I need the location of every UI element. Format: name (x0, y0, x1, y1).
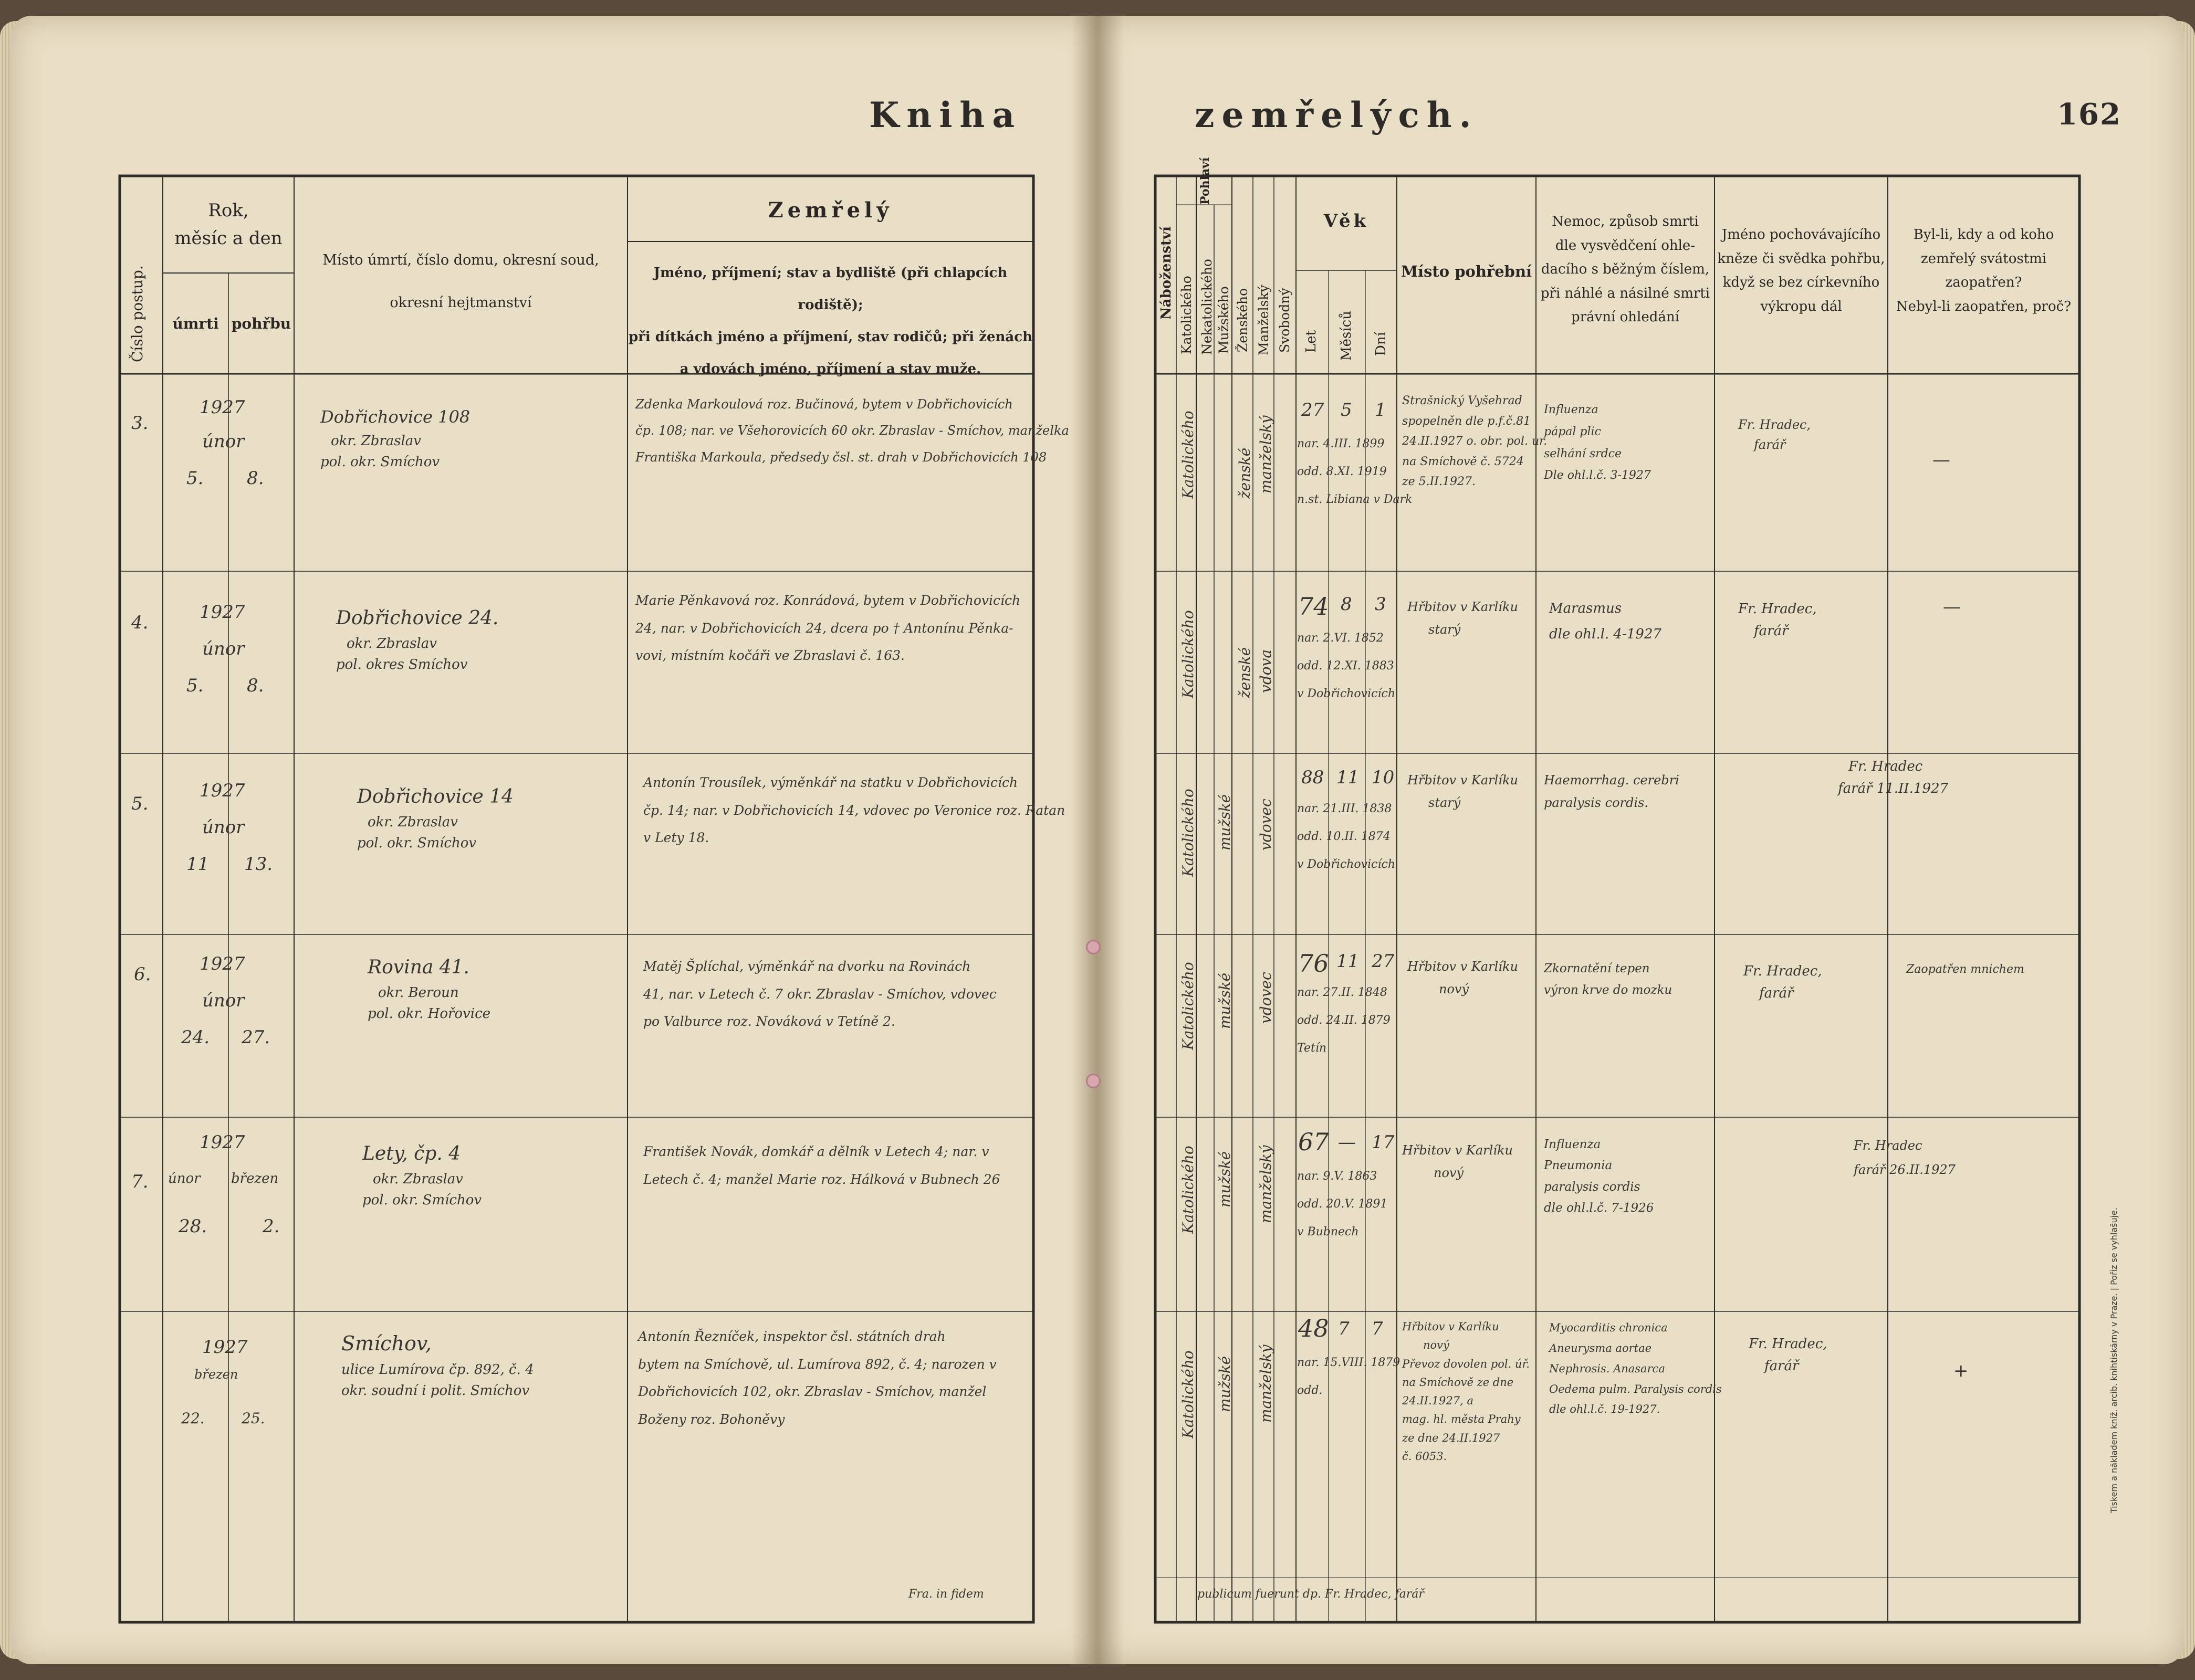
entry-burial-line: 24.II.1927, a (1402, 1394, 1473, 1408)
entry-religion: Katolického (1179, 789, 1197, 877)
entry-age-months: — (1338, 1132, 1356, 1153)
entry-priest (1854, 1134, 1956, 1182)
header-deceased-line: Jméno, příjmení; stav a bydliště (při chlapcích rodiště); (653, 265, 1008, 313)
entry-deceased (635, 391, 1069, 470)
entry-age-years: 76 (1298, 949, 1329, 978)
entry-religion: Katolického (1179, 411, 1197, 499)
entry-birth (1297, 430, 1412, 513)
entry-year: 1927 (200, 602, 245, 623)
entry-deceased (643, 953, 997, 1036)
entry-year: 1927 (200, 780, 245, 801)
entry-burial-line: nový (1439, 982, 1469, 997)
entry-place-line: okr. Zbraslav (347, 635, 437, 652)
entry-birth-line: n.st. Libiana v Dark (1297, 492, 1413, 506)
header-years: Let (1303, 330, 1319, 353)
entry-number: 4. (131, 612, 149, 633)
entry-sex: ženské (1236, 647, 1253, 698)
entry-deceased-line: čp. 108; nar. ve Všehorovicích 60 okr. Zbraslav - Smíchov, manželka (635, 423, 1069, 438)
entry-birth-line: Tetín (1297, 1041, 1327, 1055)
entry-place-line: okr. soudní i polit. Smíchov (341, 1383, 530, 1399)
entry-birth (1297, 979, 1391, 1062)
header-priest-line: výkropu dál (1760, 298, 1842, 314)
entry-deceased-line: po Valburce roz. Nováková v Tetíně 2. (643, 1014, 895, 1029)
header-place-line: Místo úmrtí, číslo domu, okresní soud, (322, 252, 599, 268)
header-priest-line: kněze či svědka pohřbu, (1717, 250, 1885, 267)
entry-priest-line: Fr. Hradec, (1749, 1336, 1827, 1352)
header-sacraments-line: zemřelý svátostmi (1920, 250, 2047, 267)
entry-disease (1544, 1134, 1654, 1219)
entry-place (362, 1139, 482, 1211)
entry-disease-line: selhání srdce (1544, 447, 1622, 460)
entry-burial-place (1402, 391, 1547, 492)
entry-disease-line: Zkornatění tepen (1544, 962, 1650, 975)
entry-death-day: 5. (186, 468, 204, 489)
entry-birth (1297, 795, 1395, 878)
header-sacraments-line: Byl-li, kdy a od koho (1913, 227, 2054, 243)
entry-place (336, 604, 498, 675)
header-death-day: úmrti (172, 315, 219, 332)
entry-age-months: 11 (1336, 767, 1360, 788)
entry-death-day: 22. (181, 1410, 205, 1427)
header-burial-day: pohřbu (231, 315, 291, 332)
printer-imprint: Tiskem a nákladem kníž. arcib. knihtiskárny v Praze. | Pořiz se vyhlašuje. (2109, 1208, 2119, 1514)
header-religion-label: Náboženství (1158, 226, 1174, 320)
entry-deceased-line: 41, nar. v Letech č. 7 okr. Zbraslav - Smíchov, vdovec (643, 986, 997, 1002)
entry-religion: Katolického (1179, 1350, 1197, 1438)
entry-deceased (643, 1138, 1000, 1193)
entry-place-line: Dobřichovice 108 (320, 407, 471, 427)
entry-sacraments: Zaopatřen mnichem (1906, 963, 2024, 976)
entry-age-days: 1 (1375, 400, 1386, 421)
header-place-of-death (294, 239, 628, 324)
entry-birth (1297, 625, 1395, 708)
entry-death-day: 24. (181, 1027, 210, 1048)
entry-place-line: Smíchov, (341, 1332, 432, 1355)
header-female: Ženského (1235, 288, 1250, 353)
entry-burial-line: ze dne 24.II.1927 (1402, 1431, 1500, 1444)
entry-place-line: Dobřichovice 14 (357, 786, 514, 807)
entry-burial-day: 8. (247, 675, 264, 696)
entry-month-death: únor (168, 1171, 201, 1186)
entry-priest (1838, 756, 1948, 800)
entry-place (341, 1328, 534, 1401)
entry-burial-line: Hřbitov v Karlíku (1402, 1320, 1499, 1333)
entry-year: 1927 (202, 1337, 248, 1358)
entry-age-days: 17 (1372, 1132, 1395, 1153)
entry-month: únor (202, 431, 245, 452)
entry-place-line: pol. okr. Smíchov (357, 835, 477, 852)
entry-deceased-line: Matěj Šplíchal, výměnkář na dvorku na Rovinách (643, 959, 971, 974)
entry-birth-line: nar. 2.VI. 1852 (1297, 632, 1384, 645)
entry-burial-place (1407, 769, 1518, 814)
page-number: 162 (2057, 97, 2121, 132)
entry-disease-line: dle ohl.l.č. 7-1926 (1544, 1201, 1654, 1215)
entry-burial-line: starý (1428, 622, 1461, 637)
entry-death-day: 11 (186, 854, 210, 875)
entry-year: 1927 (200, 397, 245, 418)
entry-birth-line: odd. 8.XI. 1919 (1297, 465, 1387, 478)
entry-number: 7. (131, 1171, 149, 1192)
entry-deceased-line: čp. 14; nar. v Dobřichovicích 14, vdovec po Veronice roz. Ratan (643, 802, 1065, 818)
entry-priest-line: farář (1754, 437, 1786, 453)
header-priest (1715, 223, 1888, 319)
entry-burial-day: 13. (244, 854, 273, 875)
header-deceased-line: a vdovách jméno, příjmení a stav muže. (680, 361, 981, 377)
entry-burial-line: 24.II.1927 o. obr. pol. ur. (1402, 435, 1548, 448)
entry-status: vdova (1257, 649, 1274, 693)
entry-birth-line: nar. 15.VIII. 1879 (1297, 1356, 1400, 1369)
entry-burial-line: nový (1423, 1339, 1449, 1352)
entry-burial-line: spopelněn dle p.f.č.81 (1402, 414, 1531, 428)
entry-deceased-line: bytem na Smíchově, ul. Lumírova 892, č. 4; narozen v (638, 1356, 997, 1372)
entry-age-months: 11 (1336, 951, 1360, 972)
entry-deceased-line: Františka Markoula, předsedy čsl. st. drah v Dobřichovicích 108 (635, 449, 1047, 465)
entry-priest-line: Fr. Hradec (1848, 759, 1923, 774)
header-male: Mužského (1216, 286, 1231, 354)
header-sequence-number: Číslo postup. (129, 265, 146, 362)
entry-burial-line: nový (1434, 1166, 1464, 1181)
entry-place-line: okr. Zbraslav (368, 814, 458, 830)
book-title-right: zemřelých. (1195, 94, 1479, 135)
header-deceased-line: při dítkách jméno a příjmení, stav rodičů; při ženách (628, 329, 1032, 345)
header-sacraments-line: Nebyl-li zaopatřen, proč? (1896, 298, 2072, 314)
entry-priest (1743, 961, 1822, 1004)
header-date-line: měsíc a den (174, 227, 283, 249)
entry-place-line: okr. Zbraslav (331, 433, 421, 449)
header-sacraments-line: zaopatřen? (1945, 275, 2022, 290)
entry-disease-line: Influenza (1544, 1138, 1601, 1151)
entry-sex: mužské (1216, 1356, 1234, 1412)
entry-priest-line: farář (1764, 1358, 1799, 1374)
entry-religion: Katolického (1179, 1146, 1197, 1234)
entry-age-months: 7 (1338, 1318, 1350, 1339)
entry-sacraments: + (1953, 1360, 1969, 1381)
entry-disease-line: Haemorrhag. cerebri (1544, 773, 1679, 788)
entry-burial-line: mag. hl. města Prahy (1402, 1413, 1521, 1426)
entry-burial-line: Strašnický Vyšehrad (1402, 394, 1522, 407)
binding-ring (1086, 1074, 1101, 1088)
header-disease-line: při náhlé a násilné smrti (1540, 285, 1710, 301)
entry-deceased (643, 769, 1065, 852)
header-disease-line: dle vysvědčení ohle- (1555, 237, 1696, 254)
footer-right-note: publicum fuerunt dp. Fr. Hradec, farář (1197, 1588, 1424, 1601)
entry-month: únor (202, 817, 245, 838)
header-priest-line: když se bez církevního (1722, 275, 1880, 290)
entry-deceased-line: vovi, místním kočáři ve Zbraslavi č. 163. (635, 648, 905, 663)
header-single: Svobodný (1277, 288, 1292, 353)
header-date-group (163, 197, 294, 252)
header-sex: Pohlaví (1198, 157, 1212, 205)
entry-deceased-line: Letech č. 4; manžel Marie roz. Hálková v Bubnech 26 (643, 1171, 1000, 1187)
entry-age-days: 10 (1372, 767, 1395, 788)
entry-sacraments: — (1943, 596, 1961, 617)
entry-birth-line: odd. 12.XI. 1883 (1297, 659, 1394, 673)
entry-disease (1544, 958, 1672, 1002)
entry-birth-line: v Bubnech (1297, 1225, 1359, 1238)
binding-ring (1086, 940, 1101, 954)
entry-sex: ženské (1236, 447, 1253, 499)
entry-deceased (638, 1323, 997, 1433)
entry-deceased-line: Antonín Řezníček, inspektor čsl. státních drah (638, 1329, 946, 1344)
entry-disease (1544, 399, 1651, 487)
entry-age-months: 5 (1341, 400, 1352, 421)
entry-place-line: pol. okr. Hořovice (368, 1006, 491, 1022)
entry-deceased-line: Boženy roz. Bohoněvy (638, 1411, 785, 1427)
entry-age-days: 7 (1372, 1318, 1383, 1339)
entry-birth-line: odd. 20.V. 1891 (1297, 1197, 1388, 1211)
entry-place-line: okr. Beroun (378, 984, 459, 1001)
entry-disease-line: Myocarditis chronica (1549, 1321, 1668, 1334)
entry-deceased-line: František Novák, domkář a dělník v Letech 4; nar. v (643, 1144, 989, 1159)
entry-place-line: ulice Lumírova čp. 892, č. 4 (341, 1361, 534, 1378)
entry-disease-line: dle ohl.l.č. 19-1927. (1549, 1403, 1660, 1416)
entry-status: manželský (1257, 415, 1274, 494)
entry-birth-line: nar. 21.III. 1838 (1297, 802, 1392, 815)
entry-deceased-line: v Lety 18. (643, 830, 709, 845)
header-catholic: Katolického (1179, 276, 1194, 354)
header-disease-line: právní ohledání (1571, 309, 1679, 325)
entry-number: 3. (131, 413, 149, 434)
entry-place-line: Dobřichovice 24. (336, 607, 499, 629)
entry-burial-line: Hřbitov v Karlíku (1402, 1143, 1513, 1158)
entry-status: vdovec (1257, 799, 1274, 850)
entry-place (320, 404, 470, 472)
entry-number: 6. (134, 964, 151, 985)
entry-priest-line: farář (1759, 985, 1794, 1001)
entry-place-line: Rovina 41. (368, 957, 469, 978)
entry-disease-line: paralysis cordis. (1544, 795, 1648, 811)
entry-birth-line: odd. 10.II. 1874 (1297, 830, 1391, 843)
entry-month: březen (194, 1367, 238, 1382)
entry-status: manželský (1257, 1145, 1274, 1223)
header-disease-line: Nemoc, způsob smrti (1552, 214, 1699, 229)
entry-birth-line: v Dobřichovicích (1297, 857, 1395, 871)
footer-left-note: Fra. in fidem (908, 1588, 984, 1601)
entry-disease-line: Oedema pulm. Paralysis cordis (1549, 1382, 1722, 1395)
entry-place (368, 953, 490, 1024)
entry-priest (1738, 415, 1811, 455)
entry-number: 5. (131, 793, 149, 814)
entry-age-months: 8 (1341, 594, 1352, 615)
entry-priest-line: farář 11.II.1927 (1838, 780, 1949, 796)
entry-religion: Katolického (1179, 610, 1197, 698)
entry-burial-line: Hřbitov v Karlíku (1407, 600, 1518, 614)
entry-burial-place (1407, 956, 1518, 1001)
entry-birth-line: odd. 24.II. 1879 (1297, 1013, 1391, 1027)
entry-priest-line: Fr. Hradec (1854, 1138, 1922, 1153)
entry-age-years: 88 (1301, 767, 1324, 788)
entry-burial-line: č. 6053. (1402, 1450, 1447, 1463)
entry-deceased-line: 24, nar. v Dobřichovicích 24, dcera po † Antonínu Pěnka- (635, 620, 1013, 636)
entry-burial-place (1402, 1139, 1513, 1184)
entry-place-line: pol. okr. Smíchov (320, 454, 440, 470)
entry-disease-line: Nephrosis. Anasarca (1549, 1362, 1665, 1375)
entry-burial-line: ze 5.II.1927. (1402, 475, 1476, 488)
entry-place-line: okr. Zbraslav (373, 1171, 463, 1187)
entry-disease-line: paralysis cordis (1544, 1180, 1640, 1194)
entry-priest-line: farář 26.II.1927 (1854, 1162, 1956, 1177)
entry-burial-day: 25. (242, 1410, 265, 1427)
header-date-line: Rok, (208, 200, 249, 221)
header-disease-line: dacího s běžným číslem, (1541, 261, 1710, 277)
entry-age-days: 3 (1375, 594, 1386, 615)
entry-disease (1544, 769, 1679, 814)
entry-month: únor (202, 990, 245, 1011)
entry-birth (1297, 1163, 1387, 1246)
header-place-line: okresní hejtmanství (390, 295, 532, 311)
entry-age-years: 48 (1298, 1314, 1329, 1342)
entry-year: 1927 (200, 1132, 245, 1153)
entry-status: vdovec (1257, 972, 1274, 1024)
entry-deceased-line: Dobřichovicích 102, okr. Zbraslav - Smíchov, manžel (638, 1384, 987, 1399)
entry-birth-line: nar. 4.III. 1899 (1297, 437, 1385, 450)
header-married: Manželský (1256, 285, 1271, 356)
entry-burial-line: Převoz dovolen pol. úř. (1402, 1357, 1530, 1370)
entry-year: 1927 (200, 953, 245, 974)
entry-disease-line: Influenza (1544, 403, 1598, 416)
entry-disease-line: Marasmus (1549, 601, 1622, 616)
entry-month: únor (202, 638, 245, 659)
entry-deceased-line: Marie Pěnkavová roz. Konrádová, bytem v Dobřichovicích (635, 593, 1021, 608)
entry-burial-line: Hřbitov v Karlíku (1407, 959, 1518, 974)
entry-disease-line: pápal plic (1544, 425, 1601, 438)
entry-sex: mužské (1216, 972, 1234, 1029)
entry-burial-line: starý (1428, 795, 1461, 811)
entry-sex: mužské (1216, 1151, 1234, 1208)
entry-priest-line: farář (1754, 623, 1789, 639)
entry-disease-line: Pneumonia (1544, 1159, 1613, 1173)
entry-disease (1549, 596, 1661, 648)
entry-burial-place (1407, 596, 1518, 641)
entry-priest-line: Fr. Hradec, (1738, 417, 1811, 432)
header-sacraments (1888, 223, 2079, 319)
entry-death-day: 5. (186, 675, 204, 696)
entry-status: manželský (1257, 1345, 1274, 1423)
header-disease (1536, 210, 1715, 330)
header-age: Věk (1323, 211, 1370, 232)
entry-birth-line: nar. 9.V. 1863 (1297, 1170, 1377, 1183)
entry-burial-place (1402, 1318, 1530, 1466)
entry-disease-line: Dle ohl.l.č. 3-1927 (1544, 469, 1651, 482)
entry-burial-day: 27. (242, 1027, 270, 1048)
header-days: Dní (1373, 332, 1389, 356)
entry-priest (1749, 1334, 1827, 1377)
entry-place (357, 782, 514, 854)
entry-month-burial: březen (231, 1171, 279, 1186)
entry-burial-line: Hřbitov v Karlíku (1407, 773, 1518, 788)
entry-burial-day: 2. (263, 1216, 280, 1237)
entry-age-years: 27 (1301, 400, 1324, 421)
entry-birth-line: odd. (1297, 1383, 1323, 1397)
header-burial-place: Místo pohřební (1400, 262, 1532, 280)
entry-birth (1297, 1349, 1400, 1405)
entry-disease (1549, 1318, 1722, 1420)
entry-age-years: 67 (1298, 1128, 1329, 1156)
entry-burial-line: na Smíchově č. 5724 (1402, 455, 1524, 468)
entry-religion: Katolického (1179, 962, 1197, 1050)
entry-burial-line: na Smíchově ze dne (1402, 1376, 1514, 1389)
entry-place-line: pol. okr. Smíchov (362, 1192, 482, 1209)
entry-priest-line: Fr. Hradec, (1743, 963, 1822, 979)
entry-disease-line: výron krve do mozku (1544, 983, 1673, 998)
entry-disease-line: Aneurysma aortae (1549, 1341, 1652, 1354)
entry-disease-line: dle ohl.l. 4-1927 (1549, 626, 1661, 643)
entry-age-years: 74 (1298, 592, 1329, 621)
header-priest-line: Jméno pochovávajícího (1721, 227, 1881, 243)
header-deceased-desc (628, 257, 1033, 385)
entry-birth-line: v Dobřichovicích (1297, 687, 1395, 700)
entry-burial-day: 8. (247, 468, 264, 489)
header-noncatholic: Nekatolického (1199, 259, 1215, 355)
book-title-left: Kniha (869, 94, 1022, 135)
entry-sacraments: — (1932, 449, 1950, 470)
entry-place-line: Lety, čp. 4 (362, 1143, 461, 1164)
entry-birth-line: nar. 27.II. 1848 (1297, 986, 1387, 999)
entry-death-day: 28. (179, 1216, 207, 1237)
entry-age-days: 27 (1372, 951, 1395, 972)
entry-deceased-line: Zdenka Markoulová roz. Bučinová, bytem v Dobřichovicích (635, 397, 1013, 412)
header-deceased-title: Zemřelý (768, 198, 893, 223)
header-months: Měsíců (1339, 311, 1354, 361)
entry-priest (1738, 598, 1817, 642)
entry-sex: mužské (1216, 794, 1234, 850)
entry-place-line: pol. okres Smíchov (336, 657, 468, 673)
entry-deceased (635, 587, 1020, 670)
entry-deceased-line: Antonín Trousílek, výměnkář na statku v Dobřichovicích (643, 775, 1018, 790)
entry-priest-line: Fr. Hradec, (1738, 601, 1817, 617)
